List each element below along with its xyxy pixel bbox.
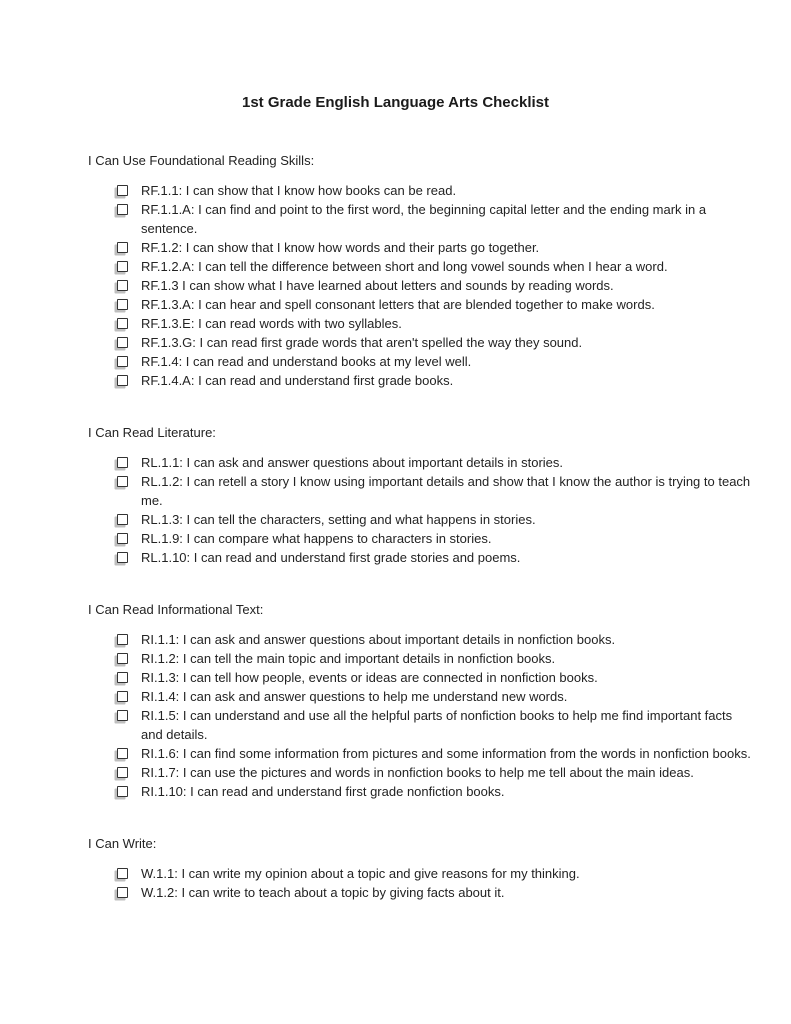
- document-title: 1st Grade English Language Arts Checklist: [241, 94, 550, 111]
- checklist-item: [88, 687, 753, 706]
- checklist-items: [88, 181, 753, 390]
- checklist-item-text: RI.1.1: I can ask and answer questions about important details in nonfiction books.: [141, 632, 616, 647]
- checklist-item: [88, 238, 753, 257]
- checklist-item: [88, 200, 753, 238]
- checklist-item-text: RI.1.6: I can find some information from pictures and some information from the words in nonfiction books.: [141, 746, 751, 761]
- checklist-item: [88, 630, 753, 649]
- checklist-item-text: RL.1.10: I can read and understand first grade stories and poems.: [141, 550, 521, 565]
- checklist-item-text: RF.1.2: I can show that I know how words and their parts go together.: [141, 240, 540, 255]
- checklist-item-text: RF.1.3.E: I can read words with two syllables.: [141, 316, 402, 331]
- checklist-item: [88, 763, 753, 782]
- checkbox-icon[interactable]: [117, 533, 128, 544]
- checklist-item: [88, 295, 753, 314]
- checklist-item: [88, 529, 753, 548]
- checklist-item: [88, 314, 753, 333]
- checklist-section: [88, 423, 753, 567]
- checklist-item-text: RI.1.2: I can tell the main topic and important details in nonfiction books.: [141, 651, 556, 666]
- checkbox-icon[interactable]: [117, 242, 128, 253]
- checklist-item: [88, 782, 753, 801]
- checklist-item: [88, 668, 753, 687]
- section-heading: I Can Use Foundational Reading Skills:: [88, 153, 315, 168]
- section-heading: I Can Write:: [88, 836, 157, 851]
- checklist-item-text: RI.1.10: I can read and understand first grade nonfiction books.: [141, 784, 505, 799]
- checkbox-icon[interactable]: [117, 710, 128, 721]
- checkbox-icon[interactable]: [117, 318, 128, 329]
- checkbox-icon[interactable]: [117, 672, 128, 683]
- checkbox-icon[interactable]: [117, 653, 128, 664]
- checklist-item-text: RF.1.3 I can show what I have learned about letters and sounds by reading words.: [141, 278, 614, 293]
- checklist-item-text: RF.1.4.A: I can read and understand first grade books.: [141, 373, 454, 388]
- checklist-item-text: RF.1.3.A: I can hear and spell consonant letters that are blended together to make words.: [141, 297, 655, 312]
- checkbox-icon[interactable]: [117, 185, 128, 196]
- checkbox-icon[interactable]: [117, 261, 128, 272]
- checklist-item: [88, 181, 753, 200]
- checkbox-icon[interactable]: [117, 476, 128, 487]
- checklist-item-text: W.1.2: I can write to teach about a topic by giving facts about it.: [141, 885, 505, 900]
- checklist-item: [88, 276, 753, 295]
- checkbox-icon[interactable]: [117, 887, 128, 898]
- checkbox-icon[interactable]: [117, 691, 128, 702]
- checklist-items: [88, 630, 753, 801]
- checklist-item: [88, 453, 753, 472]
- checkbox-icon[interactable]: [117, 356, 128, 367]
- checklist-item-text: RL.1.3: I can tell the characters, setting and what happens in stories.: [141, 512, 536, 527]
- checklist-item-text: RF.1.4: I can read and understand books at my level well.: [141, 354, 472, 369]
- checkbox-icon[interactable]: [117, 786, 128, 797]
- checkbox-icon[interactable]: [117, 457, 128, 468]
- checklist-item-text: RF.1.2.A: I can tell the difference between short and long vowel sounds when I hear a word.: [141, 259, 668, 274]
- section-heading: I Can Read Informational Text:: [88, 602, 264, 617]
- checkbox-icon[interactable]: [117, 634, 128, 645]
- checklist-item-text: RI.1.4: I can ask and answer questions to help me understand new words.: [141, 689, 568, 704]
- checklist-item: [88, 548, 753, 567]
- checklist-item-text: RF.1.3.G: I can read first grade words that aren't spelled the way they sound.: [141, 335, 583, 350]
- section-heading: I Can Read Literature:: [88, 425, 216, 440]
- checklist-section: [88, 151, 753, 390]
- checklist-item: [88, 864, 753, 883]
- checkbox-icon[interactable]: [117, 299, 128, 310]
- checklist-items: [88, 453, 753, 567]
- checklist-item: [88, 371, 753, 390]
- checklist-item: [88, 883, 753, 902]
- checklist-item: [88, 352, 753, 371]
- checklist-item: [88, 744, 753, 763]
- checkbox-icon[interactable]: [117, 868, 128, 879]
- checkbox-icon[interactable]: [117, 204, 128, 215]
- checklist-item-text: RI.1.7: I can use the pictures and words in nonfiction books to help me tell about the main ideas.: [141, 765, 694, 780]
- checklist-section: [88, 834, 753, 902]
- checklist-item: [88, 257, 753, 276]
- checklist-item-text: RL.1.2: I can retell a story I know using important details and show that I know the author is trying to teach me.: [141, 474, 751, 508]
- checklist-item-text: RL.1.1: I can ask and answer questions about important details in stories.: [141, 455, 564, 470]
- sections-container: [88, 151, 753, 902]
- checklist-items: [88, 864, 753, 902]
- checkbox-icon[interactable]: [117, 748, 128, 759]
- checkbox-icon[interactable]: [117, 280, 128, 291]
- checklist-item: [88, 706, 753, 744]
- checklist-item-text: RF.1.1.A: I can find and point to the first word, the beginning capital letter and the ending mark in a sentence.: [141, 202, 707, 236]
- checklist-item: [88, 333, 753, 352]
- checklist-item-text: RL.1.9: I can compare what happens to characters in stories.: [141, 531, 492, 546]
- checklist-section: [88, 600, 753, 801]
- checklist-item: [88, 510, 753, 529]
- checklist-item-text: RF.1.1: I can show that I know how books can be read.: [141, 183, 457, 198]
- checkbox-icon[interactable]: [117, 337, 128, 348]
- checklist-item-text: W.1.1: I can write my opinion about a topic and give reasons for my thinking.: [141, 866, 580, 881]
- checkbox-icon[interactable]: [117, 375, 128, 386]
- checklist-item: [88, 472, 753, 510]
- checkbox-icon[interactable]: [117, 514, 128, 525]
- checkbox-icon[interactable]: [117, 552, 128, 563]
- checklist-item-text: RI.1.5: I can understand and use all the helpful parts of nonfiction books to help me find important facts and details.: [141, 708, 733, 742]
- checklist-item-text: RI.1.3: I can tell how people, events or ideas are connected in nonfiction books.: [141, 670, 598, 685]
- checkbox-icon[interactable]: [117, 767, 128, 778]
- checklist-item: [88, 649, 753, 668]
